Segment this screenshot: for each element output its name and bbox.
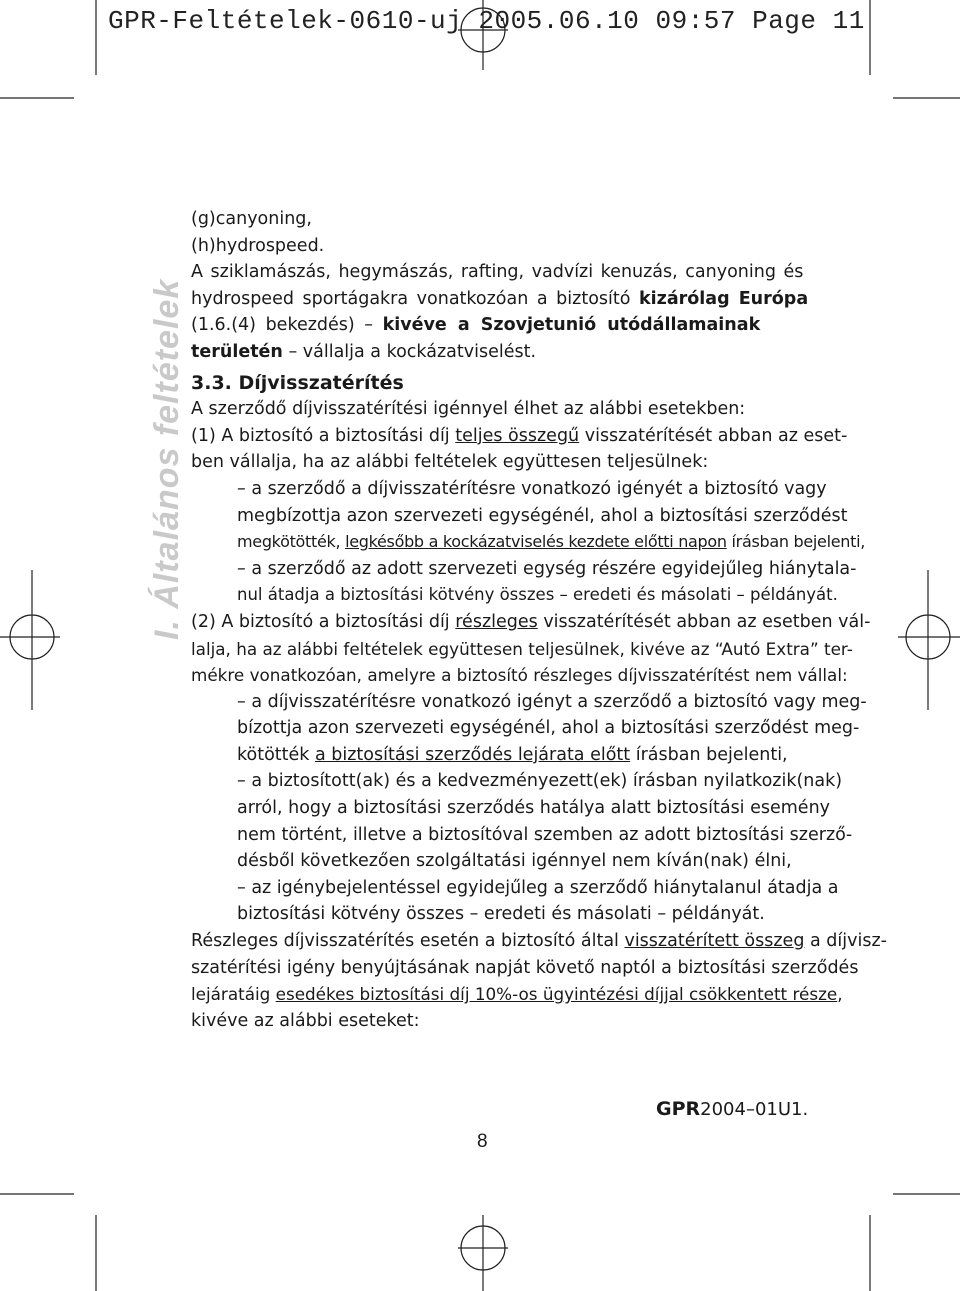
text-run: kivéve az alábbi eseteket: [191, 1010, 420, 1031]
text-line [191, 848, 792, 875]
text-run: írásban bejelenti, [630, 744, 788, 765]
text-run: szatérítési igény benyújtásának napját követő naptól a biztosítási szerződés [191, 957, 859, 978]
text-line [191, 715, 860, 742]
text-line [191, 609, 871, 636]
text-run: bízottja azon szervezeti egységénél, ahol a biztosítási szerződést meg- [237, 718, 860, 739]
bold-text: kivéve a Szovjetunió utódállamainak [382, 315, 761, 336]
text-run: (1.6.(4) bekezdés) – [191, 315, 383, 336]
text-line [191, 662, 848, 689]
text-line [191, 822, 853, 849]
underlined-text: visszatérített összeg [624, 931, 805, 952]
text-run: – vállalja a kockázatviselést. [282, 341, 537, 362]
bold-text: kizárólag Európa [639, 288, 809, 309]
text-run: hydrospeed sportágakra vonatkozóan a biztosító [191, 288, 640, 309]
text-run: – az igénybejelentéssel egyidejűleg a szerződő hiánytalanul átadja a [237, 877, 839, 898]
text-run: kötötték [237, 744, 315, 765]
brand-label: GPR [656, 1098, 701, 1120]
text-run: arról, hogy a biztosítási szerződés hatálya alatt biztosítási esemény [237, 798, 831, 819]
text-line [191, 582, 838, 609]
text-line [191, 503, 848, 530]
text-line [191, 955, 859, 982]
text-line [191, 875, 839, 902]
text-run: – a szerződő a díjvisszatérítésre vonatkozó igényét a biztosító vagy [237, 478, 827, 499]
text-line [191, 981, 843, 1008]
text-run: , [837, 984, 843, 1005]
text-line [191, 928, 887, 955]
underlined-text: teljes összegű [455, 425, 580, 446]
underlined-text: legkésőbb a kockázatviselés kezdete előtti napon [345, 532, 727, 552]
text-line [191, 449, 781, 476]
text-line [191, 423, 848, 450]
text-run: írásban bejelenti, [726, 532, 866, 552]
text-run: A sziklamászás, hegymászás, rafting, vadvízi kenuzás, canyoning és [191, 262, 804, 283]
underlined-text: részleges [455, 611, 538, 632]
text-line [191, 636, 853, 663]
text-run: lalja, ha az alábbi feltételek együttesen teljesülnek, kivéve az “Autó Extra” ter- [191, 638, 853, 659]
underlined-text: a biztosítási szerződés lejárata előtt [314, 744, 631, 765]
section-sidebar-title: I. Általános feltételek [148, 278, 186, 640]
text-line [191, 312, 781, 339]
section-heading: 3.3. Díjvisszatérítés [191, 371, 404, 394]
text-run: nem történt, illetve a biztosítóval szemben az adott biztosítási szerző- [237, 824, 853, 845]
text-line [191, 1008, 781, 1035]
text-line [191, 206, 781, 233]
text-run: a díjvisz- [804, 931, 887, 952]
text-run: Részleges díjvisszatérítés esetén a biztosító által [191, 931, 625, 952]
text-run: A szerződő díjvisszatérítési igénnyel élhet az alábbi esetekben: [191, 399, 746, 420]
text-run: megbízottja azon szervezeti egységénél, ahol a biztosítási szerződést [237, 505, 848, 526]
document-code [656, 1098, 808, 1120]
text-run: (h)hydrospeed. [191, 235, 325, 256]
text-run: désből következően szolgáltatási igénnyel nem kíván(nak) élni, [237, 851, 792, 872]
text-line [191, 901, 781, 928]
text-line [191, 556, 857, 583]
underlined-text: esedékes biztosítási díj 10%-os ügyintézési díjjal csökkentett része [275, 984, 838, 1005]
text-run: lejáratáig [191, 984, 276, 1005]
bold-text: területén [191, 341, 283, 362]
text-run: visszatérítését abban az esetben vál- [537, 611, 871, 632]
text-run: – a szerződő az adott szervezeti egység részére egyidejűleg hiánytala- [237, 558, 857, 579]
text-run: – a díjvisszatérítésre vonatkozó igényt a szerződő a biztosító vagy meg- [237, 691, 867, 712]
text-line [191, 529, 866, 556]
document-body [191, 206, 887, 1034]
text-run: megkötötték, [237, 532, 346, 552]
text-line [191, 339, 781, 366]
text-run: nul átadja a biztosítási kötvény összes – eredeti és másolati – példányát. [237, 585, 838, 605]
text-line [191, 795, 831, 822]
text-line [191, 286, 809, 313]
text-line [191, 742, 788, 769]
text-line [191, 396, 781, 423]
print-slug: GPR-Feltételek-0610-uj 2005.06.10 09:57 Page 11 [108, 6, 865, 36]
text-run: ben vállalja, ha az alábbi feltételek együttesen teljesülnek: [191, 452, 709, 473]
text-run: (2) A biztosító a biztosítási díj [191, 611, 456, 632]
text-line [191, 768, 843, 795]
text-run: biztosítási kötvény összes – eredeti és másolati – példányát. [237, 904, 765, 925]
text-run: (1) A biztosító a biztosítási díj [191, 425, 456, 446]
text-line [191, 259, 804, 286]
code-label: 2004–01U1. [700, 1099, 809, 1120]
text-line [191, 689, 867, 716]
text-line [191, 476, 827, 503]
text-run: – a biztosított(ak) és a kedvezményezett(ek) írásban nyilatkozik(nak) [237, 771, 843, 792]
text-run: mékre vonatkozóan, amelyre a biztosító részleges díjvisszatérítést nem vállal: [191, 665, 848, 686]
page-number: 8 [477, 1131, 488, 1152]
text-run: (g)canyoning, [191, 209, 312, 229]
text-line [191, 233, 781, 260]
text-run: visszatérítését abban az eset- [579, 425, 848, 446]
